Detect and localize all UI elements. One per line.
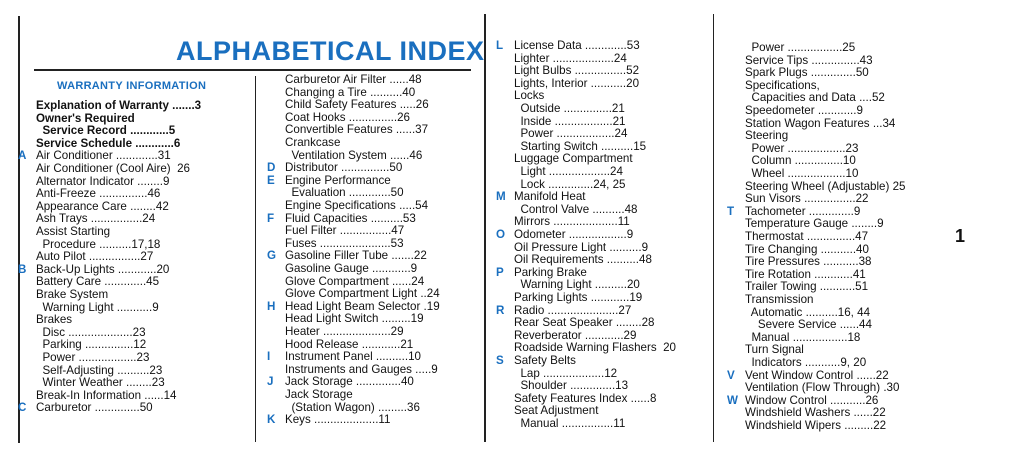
index-entry: Locks [514, 89, 545, 103]
index-entry: Break-In Information ......14 [36, 388, 177, 402]
index-entry: Warning Light ..........20 [514, 278, 640, 292]
column-divider-rule [713, 14, 714, 442]
index-entry: Steering [745, 129, 789, 143]
index-entry: Wheel ..................10 [745, 167, 859, 180]
page-number: 1 [955, 226, 966, 246]
section-letter: P [496, 265, 504, 279]
section-letter: T [727, 204, 735, 218]
index-entry: Lap ...................12 [514, 366, 618, 380]
index-entry: Turn Signal [745, 343, 804, 357]
index-entry: Brake System [36, 288, 109, 301]
index-entry: Shoulder ..............13 [514, 379, 629, 393]
index-entry: Tire Pressures ...........38 [745, 255, 872, 269]
index-entry: Instrument Panel ..........10 [285, 350, 421, 364]
index-entry: Warning Light ...........9 [36, 300, 159, 314]
index-entry: Manual ................11 [514, 417, 626, 430]
index-entry: Lighter ...................24 [514, 51, 627, 65]
index-entry: Radio ......................27 [514, 303, 632, 317]
index-entry: Power .................25 [745, 41, 856, 54]
index-entry: Crankcase [285, 136, 341, 149]
index-entry: Capacities and Data ....52 [745, 91, 885, 105]
index-entry: Alternator Indicator ........9 [36, 174, 170, 188]
section-letter: R [496, 303, 505, 317]
index-entry: Fuel Filter ................47 [285, 224, 405, 238]
index-entry: Anti-Freeze ...............46 [36, 187, 161, 201]
index-entry: License Data .............53 [514, 39, 640, 52]
index-entry: Windshield Wipers .........22 [745, 419, 887, 432]
index-entry: Keys ....................11 [285, 413, 391, 427]
index-entry: Windshield Washers ......22 [745, 406, 886, 420]
index-entry: Trailer Towing ...........51 [745, 280, 869, 294]
index-entry: Specifications, [745, 78, 820, 92]
index-entry: Procedure ..........17,18 [36, 237, 161, 251]
index-entry: Starting Switch ..........15 [514, 139, 647, 153]
title-underline [34, 69, 471, 71]
index-entry: Odometer ..................9 [514, 228, 634, 241]
section-letter: H [267, 299, 276, 313]
index-entry: Spark Plugs ..............50 [745, 66, 869, 80]
section-letter: I [267, 350, 271, 364]
index-entry: (Station Wagon) .........36 [285, 400, 420, 414]
index-entry: Inside ..................21 [514, 114, 626, 128]
index-entry: Temperature Gauge ........9 [745, 217, 884, 231]
section-letter: M [496, 190, 506, 204]
index-entry: Instruments and Gauges .....9 [285, 362, 438, 376]
index-entry: Transmission [745, 293, 814, 306]
index-entry: Glove Compartment Light ..24 [285, 287, 440, 301]
index-entry: Mirrors ....................11 [514, 215, 630, 229]
index-entry: Disc ....................23 [36, 325, 146, 339]
index-entry: Thermostat ...............47 [745, 230, 869, 243]
index-entry: Fluid Capacities ..........53 [285, 211, 416, 225]
index-entry: Head Light Switch .........19 [285, 312, 424, 326]
warranty-heading: WARRANTY INFORMATION [57, 80, 207, 92]
index-entry: Battery Care .............45 [36, 275, 160, 289]
section-letter: D [267, 161, 276, 175]
index-entry: Control Valve ..........48 [514, 202, 638, 216]
left-border-rule [18, 16, 20, 443]
index-entry: Heater .....................29 [285, 325, 404, 338]
index-entry: Outside ...............21 [514, 102, 625, 115]
index-entry: Lock ..............24, 25 [514, 177, 626, 191]
section-letter: G [267, 249, 277, 263]
index-entry: Tire Rotation ............41 [745, 267, 866, 281]
index-entry: Owner's Required [36, 111, 135, 125]
index-entry: Changing a Tire ..........40 [285, 85, 416, 99]
index-entry: Safety Features Index ......8 [514, 391, 657, 405]
section-letter: S [496, 354, 504, 367]
index-entry: Self-Adjusting ..........23 [36, 363, 163, 377]
index-entry: Air Conditioner (Cool Aire) 26 [36, 162, 191, 175]
index-entry: Gasoline Gauge ............9 [285, 262, 418, 275]
index-entry: Safety Belts [514, 354, 576, 367]
column-divider-rule [255, 76, 256, 442]
index-entry: Power ..................24 [514, 127, 628, 141]
index-entry: Speedometer ............9 [745, 104, 863, 117]
index-entry: Hood Release ............21 [285, 337, 414, 351]
index-entry: Parking Brake [514, 265, 587, 279]
index-entry: Manual .................18 [745, 330, 861, 344]
index-entry: Manifold Heat [514, 190, 586, 204]
index-entry: Roadside Warning Flashers 20 [514, 341, 676, 355]
index-entry: Glove Compartment ......24 [285, 274, 425, 288]
index-entry: Oil Pressure Light ..........9 [514, 240, 649, 254]
index-entry: Distributor ...............50 [285, 161, 403, 175]
index-entry: Explanation of Warranty .......3 [36, 99, 202, 112]
index-entry: Jack Storage ..............40 [285, 375, 414, 389]
index-entry: Steering Wheel (Adjustable) 25 [745, 179, 906, 193]
index-entry: Power ..................23 [745, 141, 859, 155]
index-entry: Light ...................24 [514, 165, 623, 178]
index-entry: Child Safety Features .....26 [285, 98, 429, 112]
index-entry: Carburetor ..............50 [36, 401, 153, 415]
index-entry: Rear Seat Speaker ........28 [514, 316, 655, 330]
index-entry: Ash Trays ................24 [36, 212, 156, 226]
page-title: ALPHABETICAL INDEX [176, 36, 485, 66]
index-entry: Ventilation System ......46 [285, 148, 423, 162]
index-entry: Power ..................23 [36, 351, 150, 364]
section-divider-rule [484, 14, 486, 442]
index-entry: Service Schedule ............6 [36, 136, 181, 150]
index-entry: Brakes [36, 313, 73, 327]
index-entry: Indicators ...........9, 20 [745, 356, 867, 369]
index-entry: Tachometer ..............9 [745, 204, 861, 218]
index-entry: Reverberator ............29 [514, 328, 637, 342]
index-entry: Auto Pilot ................27 [36, 250, 154, 264]
index-entry: Engine Specifications .....54 [285, 199, 429, 212]
index-entry: Tire Changing ...........40 [745, 242, 869, 256]
index-entry: Back-Up Lights ............20 [36, 262, 170, 276]
index-entry: Seat Adjustment [514, 404, 599, 418]
index-entry: Jack Storage [285, 388, 353, 401]
index-entry: Coat Hooks ...............26 [285, 110, 411, 124]
section-letter: V [727, 368, 735, 382]
index-entry: Appearance Care ........42 [36, 199, 169, 213]
index-entry: Sun Visors ................22 [745, 192, 869, 206]
index-entry: Automatic ..........16, 44 [745, 305, 871, 319]
index-entry: Air Conditioner .............31 [36, 149, 171, 163]
section-letter: C [18, 401, 27, 415]
index-entry: Ventilation (Flow Through) .30 [745, 381, 900, 395]
index-entry: Oil Requirements ..........48 [514, 253, 652, 267]
section-letter: E [267, 173, 275, 187]
section-letter: B [18, 262, 27, 276]
index-entry: Service Record ............5 [36, 124, 176, 138]
section-letter: F [267, 211, 275, 225]
section-letter: L [496, 39, 504, 52]
section-letter: J [267, 375, 274, 389]
index-entry: Evaluation .............50 [285, 186, 404, 200]
index-entry: Gasoline Filler Tube .......22 [285, 249, 427, 263]
index-entry: Severe Service ......44 [745, 318, 872, 332]
index-entry: Light Bulbs ................52 [514, 64, 640, 78]
index-entry: Vent Window Control ......22 [745, 368, 889, 382]
index-entry: Winter Weather ........23 [36, 376, 165, 390]
index-entry: Head Light Beam Selector .19 [285, 299, 440, 313]
section-letter: O [496, 228, 506, 241]
index-entry: Service Tips ...............43 [745, 53, 873, 67]
index-entry: Fuses ......................53 [285, 236, 404, 250]
index-entry: Parking Lights ............19 [514, 291, 643, 304]
index-entry: Engine Performance [285, 173, 391, 187]
section-letter: A [18, 149, 27, 163]
index-entry: Carburetor Air Filter ......48 [285, 73, 422, 86]
index-entry: Column ...............10 [745, 154, 856, 168]
index-entry: Assist Starting [36, 225, 111, 238]
index-entry: Luggage Compartment [514, 152, 633, 166]
section-letter: K [267, 413, 276, 427]
index-entry: Station Wagon Features ...34 [745, 116, 896, 130]
index-entry: Window Control ...........26 [745, 393, 879, 407]
index-entry: Lights, Interior ...........20 [514, 76, 640, 90]
section-letter: W [727, 393, 738, 407]
index-entry: Parking ...............12 [36, 338, 147, 352]
index-entry: Convertible Features ......37 [285, 123, 429, 137]
